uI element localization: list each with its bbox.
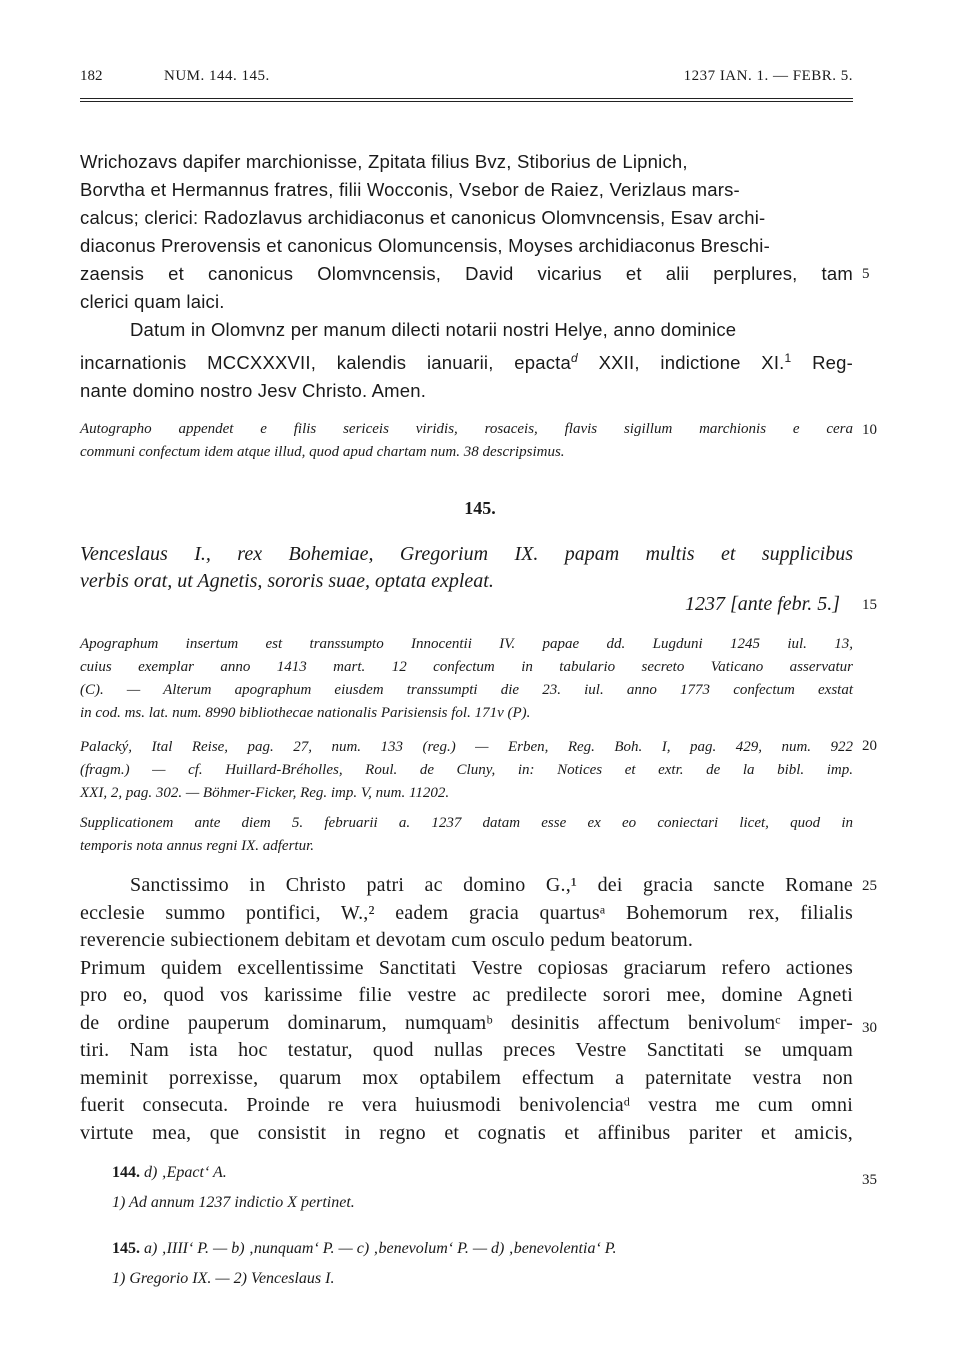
line-number: 20 (862, 738, 877, 754)
text-line: virtute mea, que consistit in regno et cognatis et affinibus pariter et amicis, (80, 1121, 853, 1144)
text-line: meminit porrexisse, quarum mox optabilem effectum a paternitate vestra non (80, 1066, 853, 1089)
doc145-dating-note (80, 812, 853, 858)
doc145-sources-2 (80, 736, 853, 805)
doc145-sources-1 (80, 633, 853, 725)
note-line: Palacký, Ital Reise, pag. 27, num. 133 (reg.) — Erben, Reg. Boh. I, pag. 429, num. 922 (80, 739, 853, 755)
note-line: cuius exemplar anno 1413 mart. 12 confectum in tabulario secreto Vaticano asservatur (80, 659, 853, 675)
doc145-date: 1237 [ante febr. 5.] (685, 593, 840, 615)
footnote-mark: 1 (784, 351, 792, 365)
page-number: 182 (80, 68, 103, 84)
note-line: temporis nota annus regni IX. adfertur. (80, 838, 315, 854)
line-number: 15 (862, 597, 877, 613)
text-line: diaconus Prerovensis et canonicus Olomuncensis, Moyses archidiaconus Breschi- (80, 235, 770, 256)
footnote-text: d) ‚Epact‘ A. (144, 1164, 227, 1181)
header-rule-double (80, 101, 853, 102)
text-line: Primum quidem excellentissime Sanctitati Vestre copiosas graciarum refero actiones (80, 956, 853, 979)
running-header (80, 62, 853, 102)
footnote-text: a) ‚IIII‘ P. — b) ‚nunquam‘ P. — c) ‚benevolum‘ P. — d) ‚benevolentia‘ P. (144, 1240, 617, 1257)
text-line: zaensis et canonicus Olomvncensis, David vicarius et alii perplures, tam (80, 263, 853, 284)
note-line: (C). — Alterum apographum eiusdem transsumpti die 23. iul. anno 1773 confectum exstat (80, 682, 853, 698)
text-line: pro eo, quod vos karissime filie vestre ac predilecte sorori mee, domine Agneti (80, 984, 853, 1006)
header-rule (80, 98, 853, 99)
note-line: in cod. ms. lat. num. 8990 bibliothecae nationalis Parisiensis fol. 171v (P). (80, 705, 531, 721)
line-number: 35 (862, 1172, 877, 1188)
regest-line: verbis orat, ut Agnetis, sororis suae, optata expleat. (80, 570, 494, 592)
note-line: Supplicationem ante diem 5. februarii a. 1237 datam esse ex eo coniectari licet, quod in (80, 815, 853, 831)
text-line: Sanctissimo in Christo patri ac domino G.,¹ dei gracia sancte Romane (130, 874, 853, 896)
text-line: fuerit consecuta. Proinde re vera huiusmodi benivolenciaᵈ vestra me cum omni (80, 1094, 853, 1116)
document-numbers: NUM. 144. 145. (164, 68, 270, 84)
note-line: (fragm.) — cf. Huillard-Bréholles, Roul. de Cluny, in: Notices et extr. de la bibl. imp. (80, 762, 853, 778)
footnote-line: 1) Gregorio IX. — 2) Venceslaus I. (112, 1270, 335, 1287)
line-number: 5 (862, 266, 870, 282)
text-segment: incarnationis MCCXXXVII, kalendis ianuarii, epacta (80, 352, 572, 374)
text-line: tiri. Nam ista hoc testatur, quod nullas preces Vestre Sanctitati se umquam (80, 1039, 853, 1061)
footnote-label: 144. (112, 1164, 140, 1181)
apparatus-mark: d (571, 351, 578, 365)
note-line: Autographo appendet e filis sericeis viridis, rosaceis, flavis sigillum marchionis e cera (80, 421, 853, 437)
doc145-number: 145. (464, 498, 496, 518)
footnote-line: 1) Ad annum 1237 indictio X pertinet. (112, 1194, 355, 1211)
footnote-label: 145. (112, 1240, 140, 1257)
text-line: reverencie subiectionem debitam et devotam cum osculo pedum beatorum. (80, 929, 694, 951)
text-line: calcus; clerici: Radozlavus archidiaconus et canonicus Olomvncensis, Esav archi- (80, 207, 766, 228)
footnotes-145 (80, 1238, 853, 1290)
footnotes-144 (80, 1162, 853, 1214)
note-line: XXI, 2, pag. 302. — Böhmer-Ficker, Reg. imp. V, num. 11202. (80, 785, 450, 801)
note-line: communi confectum idem atque illud, quod apud chartam num. 38 descripsimus. (80, 444, 565, 460)
doc144-seal-note (80, 418, 853, 464)
footnote-line (80, 1238, 853, 1260)
line-number: 30 (862, 1020, 877, 1036)
text-line: Datum in Olomvnz per manum dilecti notarii nostri Helye, anno dominice (130, 319, 737, 340)
doc144-witness-list (80, 148, 853, 316)
note-line: Apographum insertum est transsumpto Innocentii IV. papae dd. Lugduni 1245 iul. 13, (80, 636, 853, 652)
text-line: Wrichozavs dapifer marchionisse, Zpitata filius Bvz, Stiborius de Lipnich, (80, 151, 688, 172)
header-date-range: 1237 IAN. 1. — FEBR. 5. (683, 68, 853, 84)
text-segment: Reg- (791, 352, 853, 374)
doc144-dating-clause (80, 316, 853, 405)
text-line: ecclesie summo pontifici, W.,² eadem gracia quartusᵃ Bohemorum rex, filialis (80, 901, 853, 924)
text-line: de ordine pauperum dominarum, numquamᵇ desinitis affectum benivolumᶜ imper- (80, 1011, 853, 1034)
doc145-text (80, 872, 853, 1147)
footnote-line (80, 1162, 853, 1184)
text-line: clerici quam laici. (80, 291, 225, 312)
line-number: 25 (862, 878, 877, 894)
text-line: Borvtha et Hermannus fratres, filii Wocconis, Vsebor de Raiez, Verizlaus mars- (80, 179, 740, 200)
regest-line: Venceslaus I., rex Bohemiae, Gregorium IX. papam multis et supplicibus (80, 543, 853, 565)
text-line (80, 344, 853, 377)
line-number: 10 (862, 422, 877, 438)
text-line: nante domino nostro Jesv Christo. Amen. (80, 380, 427, 402)
text-segment: XXII, indictione XI. (577, 352, 785, 374)
doc145-regest (80, 541, 853, 595)
